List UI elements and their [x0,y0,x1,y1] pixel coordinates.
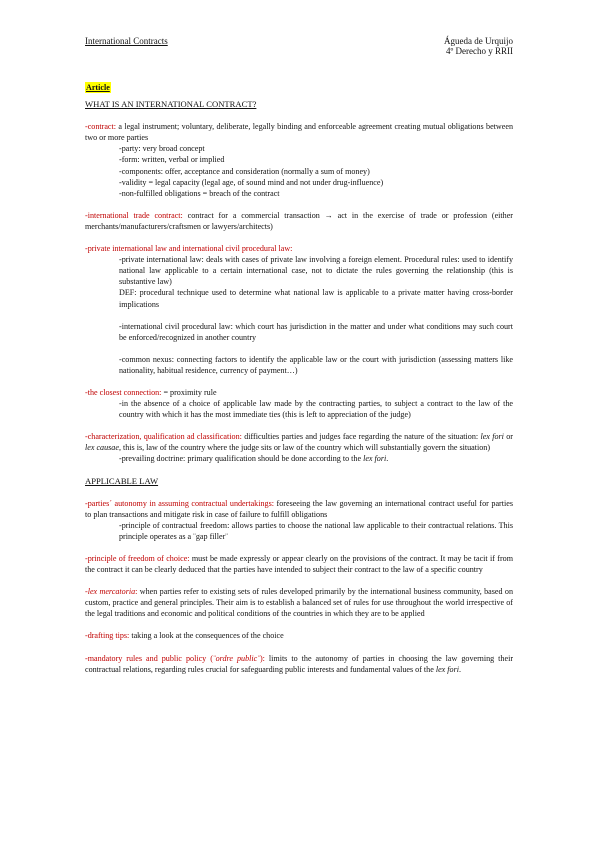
list-item: -form: written, verbal or implied [119,155,225,165]
paragraph-pil-1: -private international law: deals with cases of private law involving a foreign element. Procedural rules: used to identify national law applicable to a certain international case, not to dictate the rules governing the relationship (this is substantive law) [119,255,513,287]
definition-closest-connection: -the closest connection: = proximity rule [85,387,217,397]
term-lex-mercatoria: lex mercatoria [87,587,136,597]
definition-party-autonomy: -parties´ autonomy in assuming contractual undertakings: foreseeing the law governing an international contract useful for parties to plan transactions and mitigate risk in case of failure to fulfill obligations [85,498,513,519]
paragraph-prevailing-doctrine: -prevailing doctrine: primary qualification should be done according to the lex fori. [119,454,389,464]
list-item: -components: offer, acceptance and consideration (normally a sum of money) [119,166,370,176]
definition-contract: -contract: a legal instrument; voluntary, deliberate, legally binding and enforceable agreement creating mutual obligations between two or more parties [85,122,513,143]
definition-freedom-of-choice: -principle of freedom of choice: must be made expressly or appear clearly on the provisions of the contract. It may be tacit if from the contract it can be clearly deduced that the parties have intended to subject their contract to the law of a specific country [85,554,513,575]
term-freedom-of-choice: -principle of freedom of choice: [85,554,190,563]
header-author-name: Águeda de Urquijo [444,36,513,46]
paragraph-contractual-freedom: -principle of contractual freedom: allows parties to choose the national law applicable to their contractual relations. This principle operates as a ¨gap filler¨ [119,520,513,541]
heading-article: Article [86,83,110,92]
term-mandatory-rules: -mandatory rules and public policy (¨ordre public¨): [85,653,265,663]
term-trade-contract: -international trade contract: [85,210,183,220]
term-party-autonomy: -parties´ autonomy in assuming contractual undertakings: [85,498,274,508]
definition-trade-contract: -international trade contract: contract for a commercial transaction → act in the exercise of trade or profession (either merchants/manufacturers/craftsmen or lawyers/architects) [85,210,513,231]
term-drafting-tips: -drafting tips: [85,631,130,641]
definition-lex-mercatoria: -lex mercatoria: when parties refer to existing sets of rules developed primarily by the international business community, based on custom, practice and general principles. Their aim is to establish a balanced set of rules for use throughout the world irrespective of the legal traditions and economic and political conditions of the countries in which they are to be applied [85,587,514,619]
document-body [85,82,513,675]
term-closest-connection: -the closest connection: [85,387,162,397]
header-author-course: 4º Derecho y RRII [445,46,513,56]
header-course-title: International Contracts [85,36,168,46]
definition-mandatory-rules: -mandatory rules and public policy (¨ordre public¨): limits to the autonomy of parties in choosing the law governing their contractual relations, regarding rules crucial for safeguarding public interests and fundamental values of the lex fori. [85,653,514,674]
list-item: -party: very broad concept [119,144,205,154]
term-private-international-law: -private international law and international civil procedural law: [85,244,293,254]
definition-characterization: -characterization, qualification ad classification: difficulties parties and judges face regarding the nature of the situation: lex fori or lex causae, this is, law of the country where the judge sits or law of the country which will substantially govern the situation) [85,432,514,453]
list-item: -non-fulfilled obligations = breach of the contract [119,188,280,198]
term-contract: -contract: [85,122,117,132]
paragraph-closest-connection: -in the absence of a choice of applicable law made by the contracting parties, to subject a contract to the law of the country with which it has the most immediate ties (this is left to appreciation of the judge) [119,399,513,420]
definition-drafting-tips: -drafting tips: taking a look at the consequences of the choice [85,631,284,641]
list-item: -validity = legal capacity (legal age, of sound mind and not under drug-influence) [119,177,384,187]
section-title-applicable-law: APPLICABLE LAW [85,475,159,486]
header-author-block [444,36,513,56]
paragraph-pil-def: DEF: procedural technique used to determine what national law is applicable to a private matter having cross-border implications [119,288,513,309]
paragraph-common-nexus: -common nexus: connecting factors to identify the applicable law or the court with jurisdiction (assessing matters like nationality, habitual residence, currency of payment…) [119,354,513,375]
term-characterization: -characterization, qualification ad classification: [85,432,242,442]
section-title-international-contract: WHAT IS AN INTERNATIONAL CONTRACT? [85,99,257,110]
paragraph-civil-procedural: -international civil procedural law: which court has jurisdiction in the matter and under what conditions may such court be enforced/recognized in another country [119,321,513,342]
